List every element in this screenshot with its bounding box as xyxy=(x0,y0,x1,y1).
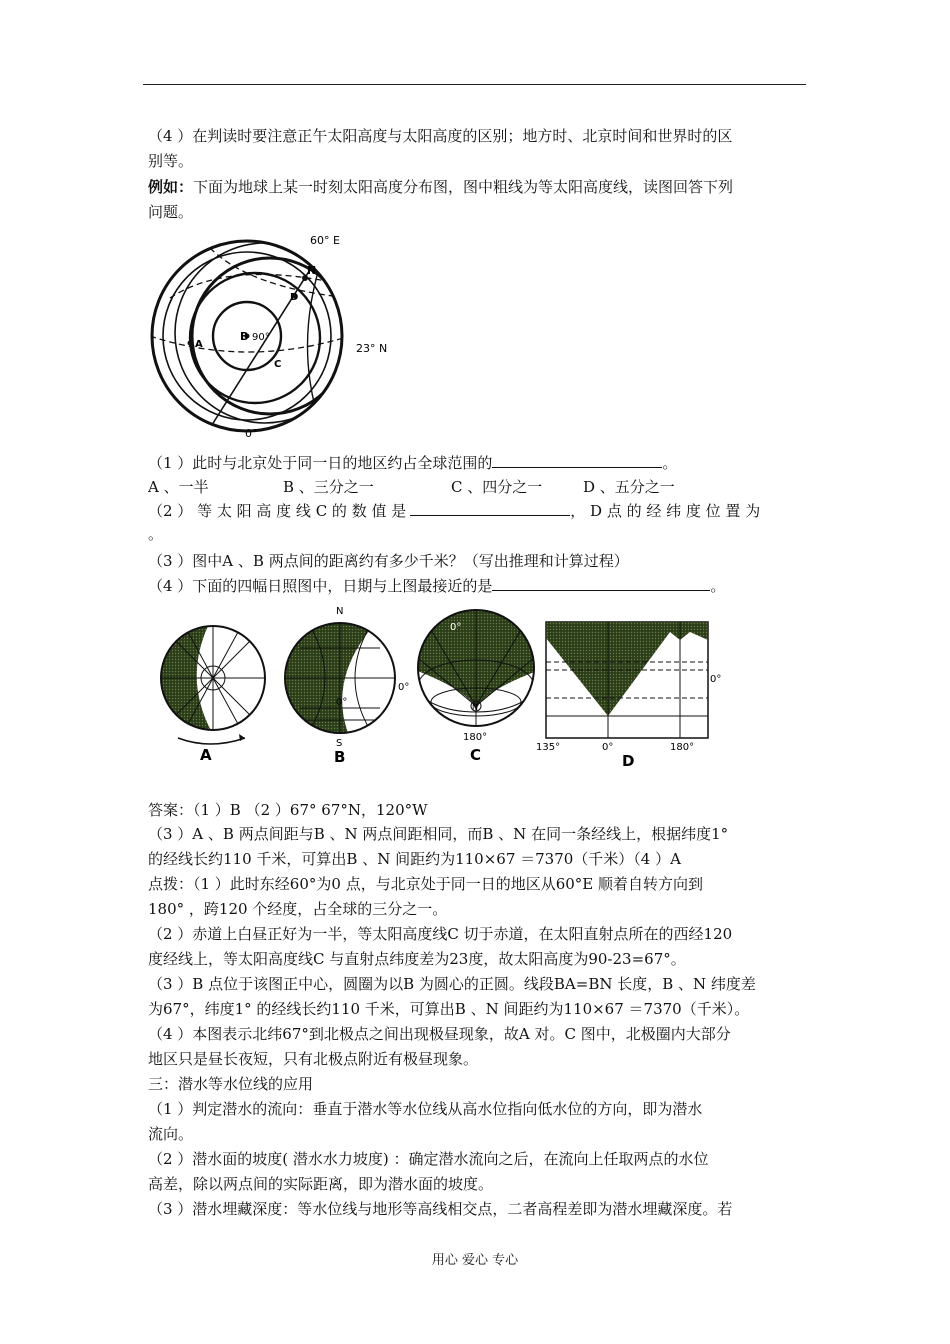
caption-d: D xyxy=(622,752,635,770)
question-1: （1 ）此时与北京处于同一日的地区约占全球范围的 。 xyxy=(148,454,678,472)
answer-line: 答案：（1 ）B （2 ）67° 67°N，120°W xyxy=(148,801,428,819)
label-d: D xyxy=(290,292,299,303)
text-line: 点拨：（1 ）此时东经60°为0 点，与北京处于同一日的地区从60°E 顺着自转方向到 xyxy=(148,875,704,893)
option-b: B 、三分之一 xyxy=(283,478,374,496)
label-23n: 23° N xyxy=(356,342,388,355)
c-north: N xyxy=(472,703,478,712)
text-line: （2 ）潜水面的坡度( 潜水水力坡度) ：确定潜水流向之后，在流向上任取两点的水位 xyxy=(148,1150,709,1168)
example-line xyxy=(148,177,733,197)
label-b: B xyxy=(240,330,249,343)
example-label: 例如： xyxy=(148,178,194,196)
example-text: 下面为地球上某一时刻太阳高度分布图，图中粗线为等太阳高度线，读图回答下列 xyxy=(193,178,734,196)
c-deg0: 0° xyxy=(450,622,462,633)
diagram-c xyxy=(410,608,545,764)
text-line: 问题。 xyxy=(148,203,194,221)
question-2-end: 。 xyxy=(148,525,164,543)
label-0: 0° xyxy=(245,427,258,440)
text-line: （3 ）A 、B 两点间距与B 、N 两点间距相同，而B 、N 在同一条经线上，根据纬度1° xyxy=(148,825,729,843)
label-90: 90° xyxy=(252,332,270,343)
text-line: 为67°，纬度1° 的经线长约110 千米，可算出B 、N 间距约为110×67 ＝7370（千米）。 xyxy=(148,1000,750,1018)
diagram-b xyxy=(270,606,409,766)
question-4: （4 ）下面的四幅日照图中，日期与上图最接近的是 。 xyxy=(148,577,726,595)
label-n: N xyxy=(307,264,317,277)
b-south: S xyxy=(336,738,343,749)
illumination-diagrams xyxy=(150,598,720,778)
b-deg0-right: 0° xyxy=(398,682,410,693)
text-line: 高差，除以两点间的实际距离，即为潜水面的坡度。 xyxy=(148,1175,494,1193)
d-deg0-right: 0° xyxy=(710,674,722,685)
b-north: N xyxy=(336,606,344,617)
text-line: 地区只是昼长夜短，只有北极点附近有极昼现象。 xyxy=(148,1050,479,1068)
answer-blank xyxy=(410,501,570,516)
d-deg135: 135° xyxy=(536,742,561,753)
label-60e: 60° E xyxy=(310,234,340,247)
section-heading: 三：潜水等水位线的应用 xyxy=(148,1075,314,1093)
answer-blank xyxy=(492,576,710,591)
caption-c: C xyxy=(470,746,482,764)
b-deg0-center: 0° xyxy=(336,697,348,708)
point-a xyxy=(188,341,193,346)
diagram-d xyxy=(536,622,721,770)
d-deg180: 180° xyxy=(670,742,695,753)
caption-b: B xyxy=(334,748,346,766)
option-d: D 、五分之一 xyxy=(583,478,675,496)
c-deg180: 180° xyxy=(463,732,488,743)
text-line: （3 ）B 点位于该图正中心，圆圈为以B 为圆心的正圆。线段BA=BN 长度，B 、N 纬度差 xyxy=(148,975,756,993)
text-line: （4 ）本图表示北纬67°到北极点之间出现极昼现象，故A 对。C 图中，北极圈内大部分 xyxy=(148,1025,731,1043)
text-line: 别等。 xyxy=(148,152,194,170)
header-rule xyxy=(143,84,806,85)
text-line: （3 ）潜水埋藏深度：等水位线与地形等高线相交点，二者高程差即为潜水埋藏深度。若 xyxy=(148,1200,733,1218)
text-line: （2 ）赤道上白昼正好为一半，等太阳高度线C 切于赤道，在太阳直射点所在的西经120 xyxy=(148,925,733,943)
label-c: C xyxy=(274,359,282,370)
caption-a: A xyxy=(200,746,212,764)
option-c: C 、四分之一 xyxy=(451,478,543,496)
text-line: （1 ）判定潜水的流向：垂直于潜水等水位线从高水位指向低水位的方向，即为潜水 xyxy=(148,1100,703,1118)
diagram-a xyxy=(155,618,265,764)
text-line: 流向。 xyxy=(148,1125,194,1143)
sun-altitude-diagram xyxy=(150,228,410,444)
text-line: 度经线上，等太阳高度线C 与直射点纬度差为23度，故太阳高度为90-23=67°。 xyxy=(148,950,686,968)
label-a: A xyxy=(195,339,203,350)
answer-blank xyxy=(492,453,662,468)
question-2: （2 ） 等 太 阳 高 度 线 C 的 数 值 是 ， D 点 的 经 纬 度 位 置 为 xyxy=(148,502,761,520)
d-deg0: 0° xyxy=(602,742,614,753)
page-footer: 用心 爱心 专心 xyxy=(431,1253,519,1268)
text-line: 180° ，跨120 个经度，占全球的三分之一。 xyxy=(148,900,448,918)
text-line: （4 ）在判读时要注意正午太阳高度与太阳高度的区别；地方时、北京时间和世界时的区 xyxy=(148,127,733,145)
option-a: A 、一半 xyxy=(148,478,209,496)
text-line: 的经线长约110 千米，可算出B 、N 间距约为110×67 ＝7370（千米）（4 ）A xyxy=(148,850,681,868)
question-3: （3 ）图中A 、B 两点间的距离约有多少千米？（写出推理和计算过程） xyxy=(148,552,629,570)
